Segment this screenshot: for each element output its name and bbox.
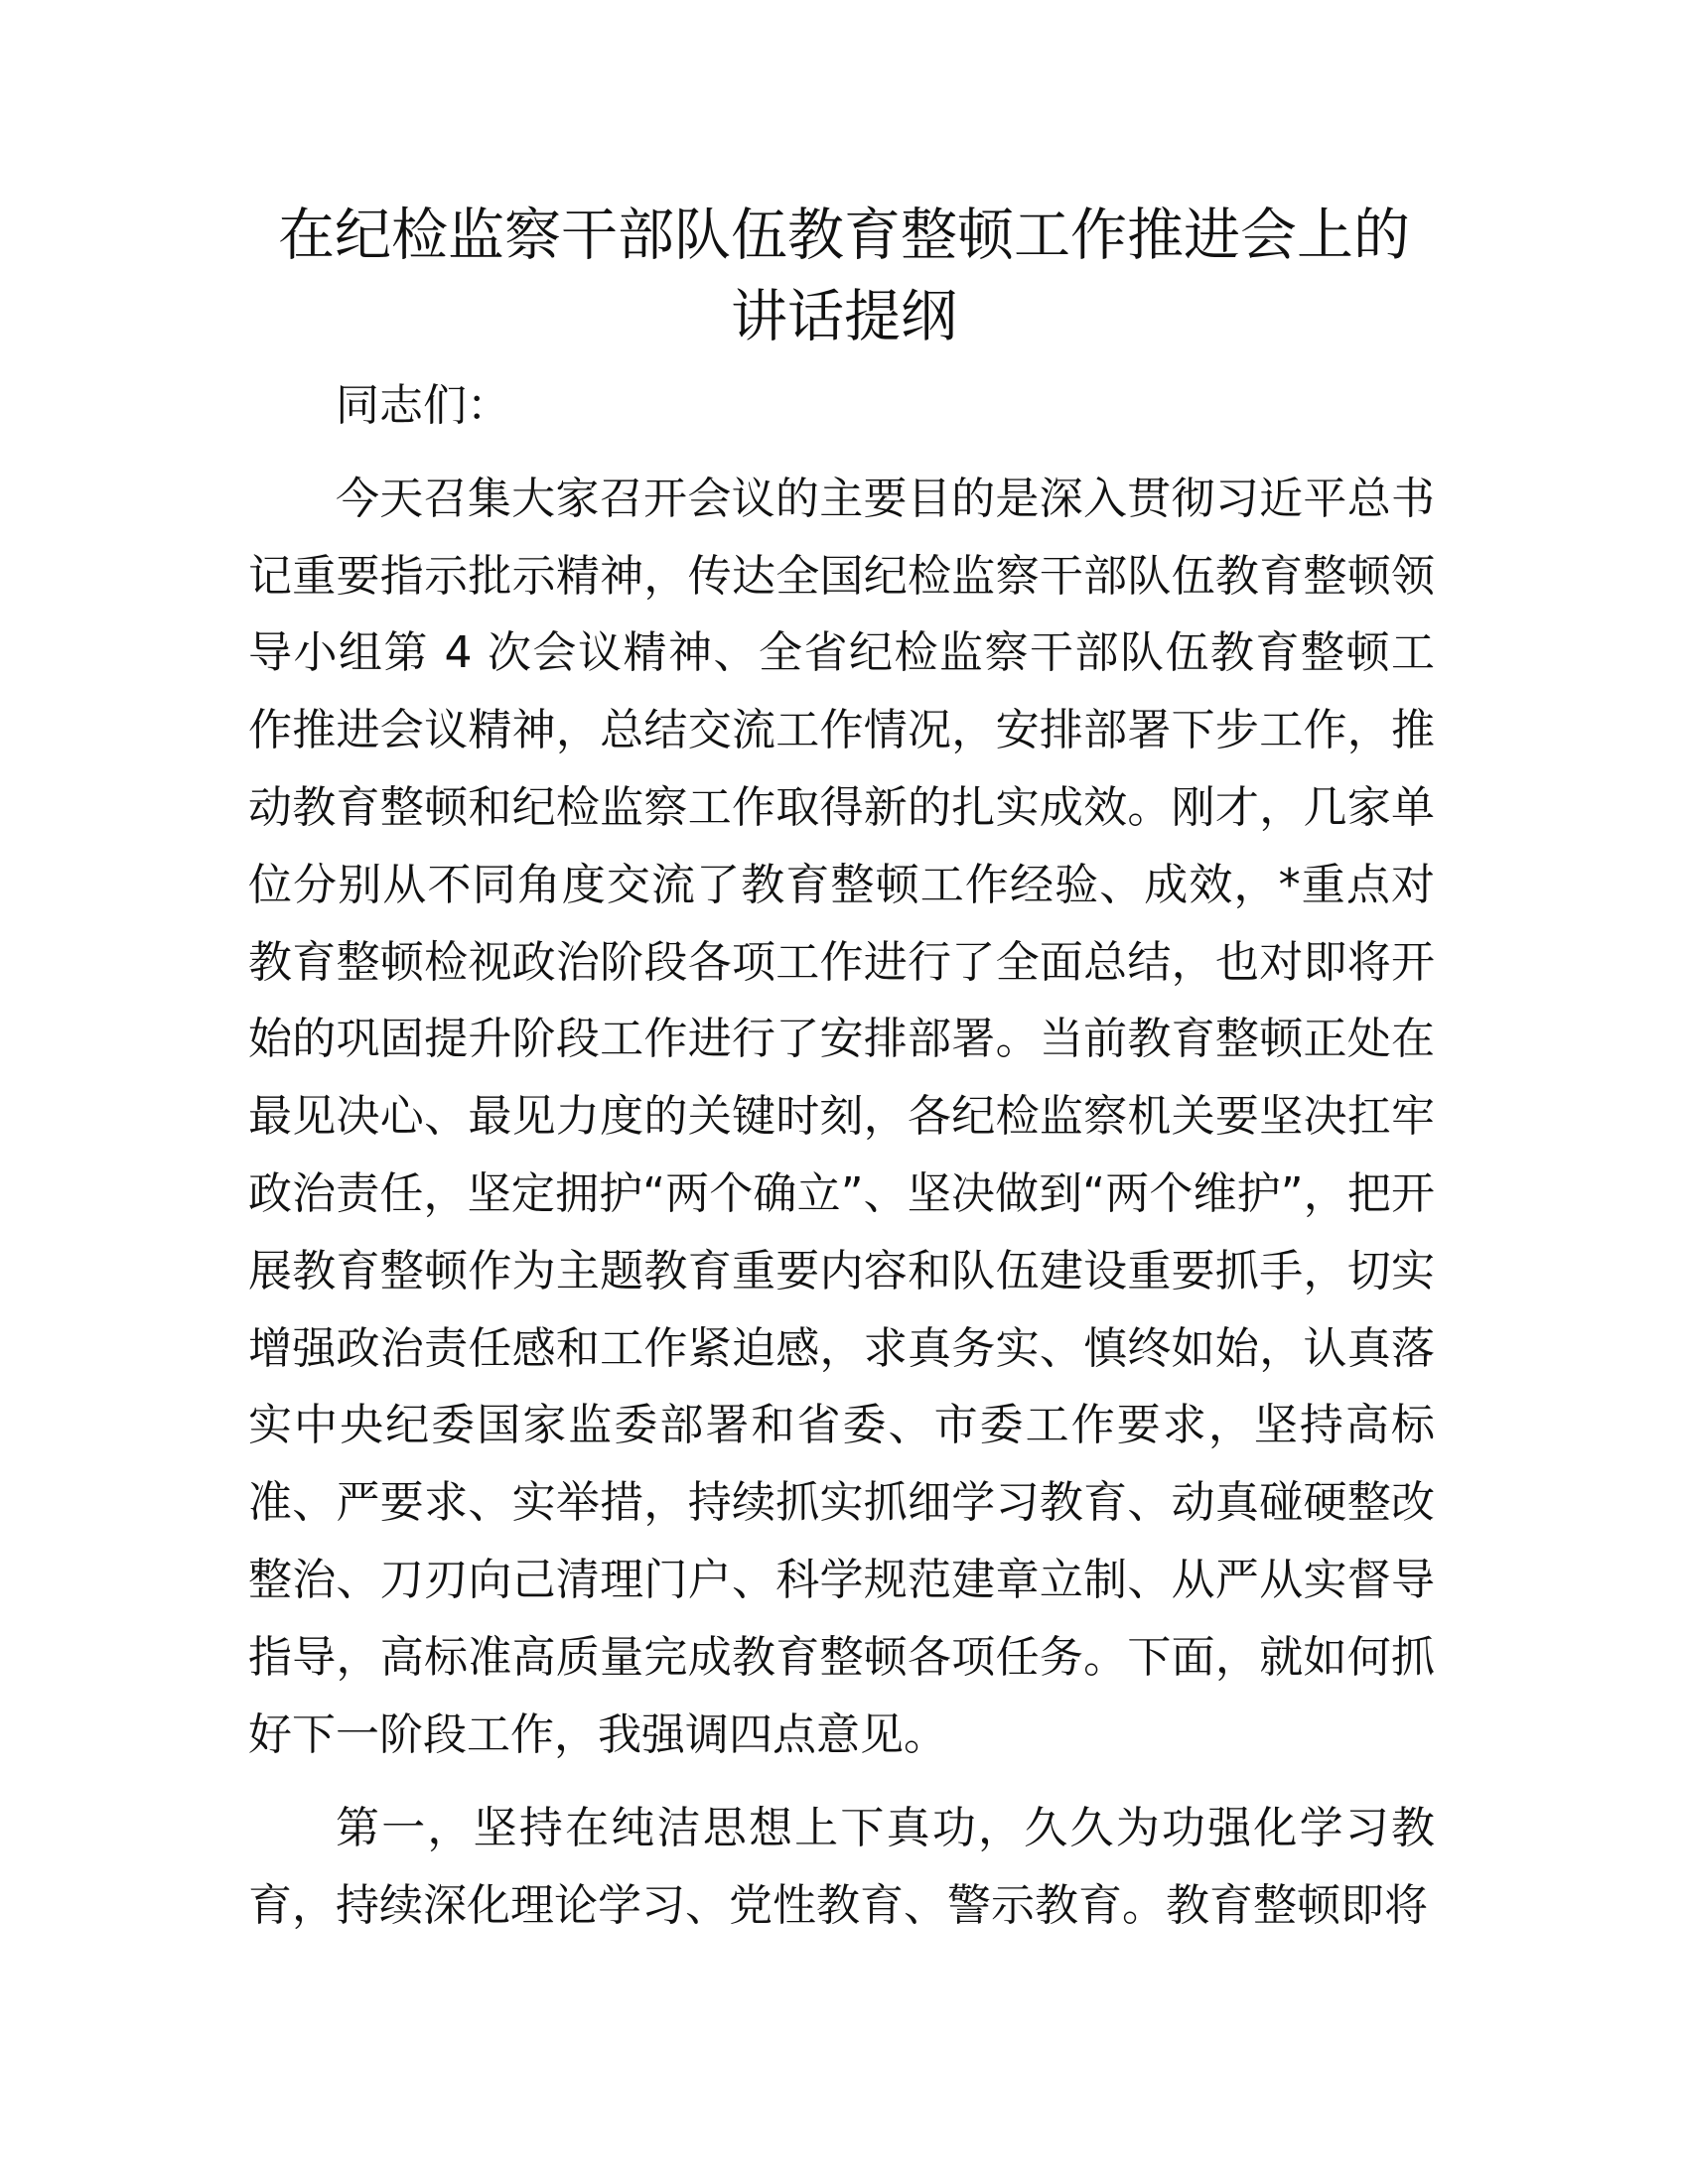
title-line-1: 在纪检监察干部队伍教育整顿工作推进会上的 [278,203,1410,268]
paragraph-first-point: 第一，坚持在纯洁思想上下真功，久久为功强化学习教育，持续深化理论学习、党性教育、警示教育。教育整顿即将 [248,1803,1435,1932]
title-line-2: 讲话提纲 [731,284,957,349]
paragraph-opening: 今天召集大家召开会议的主要目的是深入贯彻习近平总书记重要指示批示精神，传达全国纪检监察干部队伍教育整顿领导小组第 4 次会议精神、全省纪检监察干部队伍教育整顿工作推进会议精神，总结交流工作情况，安排部署下步工作，推动教育整顿和纪检监察工作取得新的扎实成效。刚才，几家单位分别从不同角度交流了教育整顿工作经验、成效，*重点对教育整顿检视政治阶段各项工作进行了全面总结，也对即将开始的巩固提升阶段工作进行了安排部署。当前教育整顿正处在最见决心、最见力度的关键时刻，各纪检监察机关要坚决扛牢政治责任，坚定拥护“两个确立”、坚决做到“两个维护”，把开展教育整顿作为主题教育重要内容和队伍建设重要抓手，切实增强政治责任感和工作紧迫感，求真务实、慎终如始，认真落实中央纪委国家监委部署和省委、市委工作要求，坚持高标准、严要求、实举措，持续抓实抓细学习教育、动真碰硬整改整治、刀刃向己清理门户、科学规范建章立制、从严从实督导指导，高标准高质量完成教育整顿各项任务。下面，就如何抓好下一阶段工作，我强调四点意见。 [248,473,1435,1760]
document-title [248,195,1440,357]
greeting: 同志们： [336,380,510,431]
document-body [248,367,1435,1945]
